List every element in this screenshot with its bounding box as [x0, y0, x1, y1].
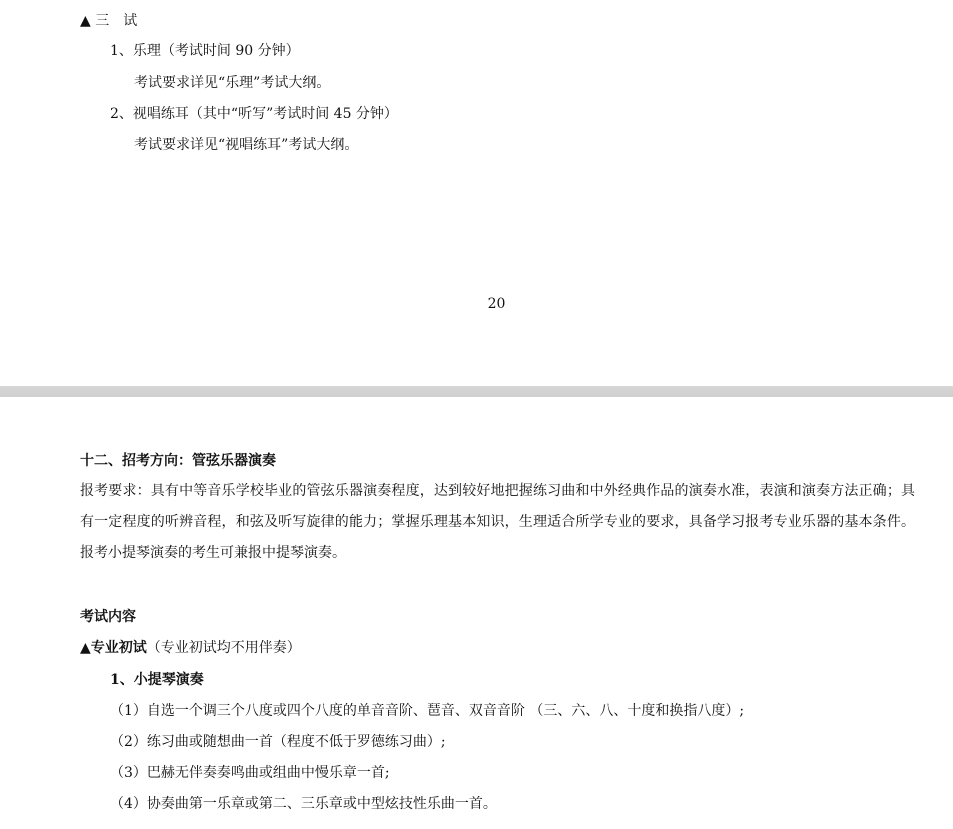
page-divider	[0, 386, 953, 397]
item-music-theory-desc: 考试要求详见“乐理”考试大纲。	[134, 75, 331, 91]
item-music-theory-title: 1、乐理（考试时间 90 分钟）	[110, 43, 300, 59]
section-heading-retest: ▲ 三 试	[80, 13, 138, 29]
item-solfege-title: 2、视唱练耳（其中“听写”考试时间 45 分钟）	[110, 106, 398, 122]
item-solfege-desc: 考试要求详见“视唱练耳”考试大纲。	[134, 137, 359, 153]
page-number: 20	[487, 296, 506, 312]
initial-exam-label: ▲专业初试	[80, 640, 147, 656]
list-item: （3）巴赫无伴奏奏鸣曲或组曲中慢乐章一首;	[110, 765, 390, 781]
list-item: （2）练习曲或随想曲一首（程度不低于罗德练习曲）;	[110, 734, 446, 750]
exam-content-heading: 考试内容	[80, 609, 136, 625]
initial-exam-line	[80, 639, 301, 657]
section-title: 十二、招考方向：管弦乐器演奏	[80, 453, 276, 469]
list-item: （4）协奏曲第一乐章或第二、三乐章或中型炫技性乐曲一首。	[110, 796, 497, 812]
list-item: （1）自选一个调三个八度或四个八度的单音音阶、琶音、双音音阶 （三、六、八、十度和换指八度）;	[110, 703, 745, 719]
violin-heading: 1、小提琴演奏	[110, 672, 204, 688]
requirements-paragraph: 报考要求：具有中等音乐学校毕业的管弦乐器演奏程度，达到较好地把握练习曲和中外经典作品的演奏水准，表演和演奏方法正确；具有一定程度的听辨音程，和弦及听写旋律的能力；掌握乐理基本知识，生理适合所学专业的要求，具备学习报考专业乐器的基本条件。报考小提琴演奏的考生可兼报中提琴演奏。	[80, 483, 915, 561]
initial-exam-note: （专业初试均不用伴奏）	[146, 640, 301, 656]
